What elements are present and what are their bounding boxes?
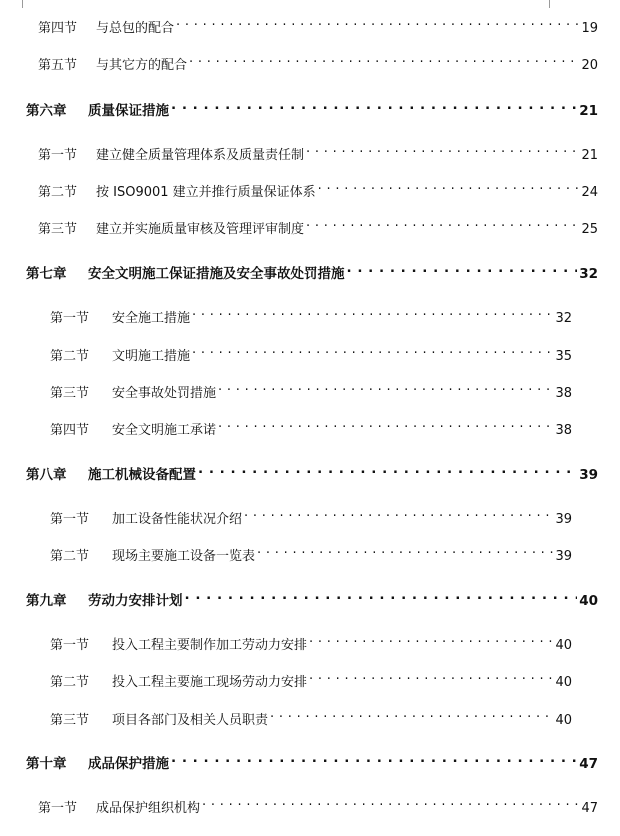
toc-section-entry[interactable]	[50, 503, 572, 527]
entry-number: 第二节	[50, 549, 90, 564]
dot-leader	[347, 258, 578, 278]
entry-page-number: 35	[555, 349, 572, 364]
entry-title: 成品保护组织机构	[96, 801, 201, 816]
toc-chapter-entry[interactable]	[26, 258, 598, 282]
dot-leader	[192, 302, 553, 322]
entry-number: 第一节	[50, 311, 90, 326]
entry-title: 安全施工措施	[112, 311, 191, 326]
entry-page-number: 25	[581, 222, 598, 237]
entry-number: 第十章	[26, 756, 67, 772]
entry-title: 投入工程主要制作加工劳动力安排	[112, 638, 308, 653]
entry-number: 第三节	[50, 386, 90, 401]
toc-section-entry[interactable]	[50, 340, 572, 364]
entry-page-number: 21	[579, 103, 598, 119]
entry-number: 第四节	[38, 21, 78, 36]
entry-title: 质量保证措施	[88, 103, 169, 119]
dot-leader	[218, 377, 553, 397]
entry-page-number: 39	[555, 512, 572, 527]
toc-section-entry[interactable]	[38, 792, 598, 816]
entry-page-number: 39	[579, 467, 598, 483]
toc-section-entry[interactable]	[50, 377, 572, 401]
entry-number: 第九章	[26, 593, 67, 609]
entry-title: 加工设备性能状况介绍	[112, 512, 243, 527]
dot-leader	[309, 629, 553, 649]
entry-title: 成品保护措施	[88, 756, 169, 772]
entry-number: 第一节	[50, 512, 90, 527]
dot-leader	[171, 748, 577, 768]
toc-chapter-entry[interactable]	[26, 459, 598, 483]
dot-leader	[176, 12, 579, 32]
toc-section-entry[interactable]	[38, 176, 598, 200]
entry-title: 项目各部门及相关人员职责	[112, 713, 269, 728]
entry-number: 第一节	[50, 638, 90, 653]
dot-leader	[189, 49, 579, 69]
entry-page-number: 19	[581, 21, 598, 36]
entry-title: 施工机械设备配置	[88, 467, 196, 483]
entry-number: 第一节	[38, 801, 78, 816]
dot-leader	[218, 414, 553, 434]
entry-title: 文明施工措施	[112, 349, 191, 364]
entry-page-number: 38	[555, 423, 572, 438]
entry-number: 第二节	[50, 675, 90, 690]
entry-title: 安全文明施工保证措施及安全事故处罚措施	[88, 266, 345, 282]
dot-leader	[309, 666, 553, 686]
dot-leader	[171, 95, 577, 115]
dot-leader	[306, 213, 579, 233]
entry-title: 安全文明施工承诺	[112, 423, 217, 438]
dot-leader	[192, 340, 553, 360]
entry-number: 第二节	[50, 349, 90, 364]
toc-section-entry[interactable]	[38, 139, 598, 163]
toc-section-entry[interactable]	[50, 414, 572, 438]
dot-leader	[185, 585, 578, 605]
entry-page-number: 21	[581, 148, 598, 163]
toc-section-entry[interactable]	[50, 629, 572, 653]
entry-title: 安全事故处罚措施	[112, 386, 217, 401]
entry-number: 第二节	[38, 185, 78, 200]
entry-page-number: 32	[555, 311, 572, 326]
entry-number: 第八章	[26, 467, 67, 483]
entry-number: 第三节	[38, 222, 78, 237]
entry-page-number: 38	[555, 386, 572, 401]
dot-leader	[202, 792, 579, 812]
entry-title: 与其它方的配合	[96, 58, 188, 73]
toc-section-entry[interactable]	[50, 540, 572, 564]
entry-number: 第六章	[26, 103, 67, 119]
dot-leader	[244, 503, 553, 523]
dot-leader	[318, 176, 580, 196]
toc-section-entry[interactable]	[38, 49, 598, 73]
dot-leader	[257, 540, 553, 560]
dot-leader	[306, 139, 579, 159]
entry-page-number: 20	[581, 58, 598, 73]
toc-chapter-entry[interactable]	[26, 95, 598, 119]
entry-title: 劳动力安排计划	[88, 593, 183, 609]
entry-number: 第七章	[26, 266, 67, 282]
dot-leader	[270, 704, 553, 724]
entry-title: 建立并实施质量审核及管理评审制度	[96, 222, 305, 237]
entry-title: 按 ISO9001 建立并推行质量保证体系	[96, 185, 316, 200]
entry-number: 第一节	[38, 148, 78, 163]
toc-section-entry[interactable]	[50, 704, 572, 728]
entry-page-number: 40	[555, 638, 572, 653]
toc-chapter-entry[interactable]	[26, 585, 598, 609]
dot-leader	[198, 459, 577, 479]
toc-section-entry[interactable]	[38, 12, 598, 36]
entry-number: 第四节	[50, 423, 90, 438]
toc-section-entry[interactable]	[50, 302, 572, 326]
toc-section-entry[interactable]	[50, 666, 572, 690]
entry-page-number: 39	[555, 549, 572, 564]
entry-page-number: 47	[581, 801, 598, 816]
entry-number: 第五节	[38, 58, 78, 73]
entry-page-number: 40	[579, 593, 598, 609]
entry-page-number: 47	[579, 756, 598, 772]
entry-page-number: 24	[581, 185, 598, 200]
entry-page-number: 40	[555, 713, 572, 728]
entry-page-number: 32	[579, 266, 598, 282]
entry-title: 现场主要施工设备一览表	[112, 549, 256, 564]
entry-page-number: 40	[555, 675, 572, 690]
entry-title: 与总包的配合	[96, 21, 175, 36]
entry-title: 投入工程主要施工现场劳动力安排	[112, 675, 308, 690]
entry-title: 建立健全质量管理体系及质量责任制	[96, 148, 305, 163]
entry-number: 第三节	[50, 713, 90, 728]
toc-chapter-entry[interactable]	[26, 748, 598, 772]
toc-section-entry[interactable]	[38, 213, 598, 237]
